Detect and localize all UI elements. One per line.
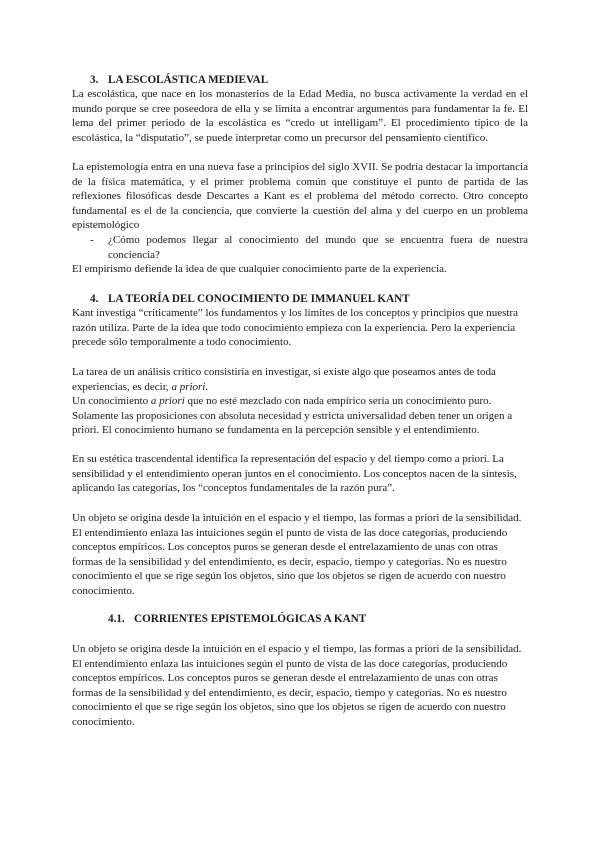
section-4-paragraph-2: [72, 365, 528, 394]
a-priori-emphasis: a priori: [150, 395, 185, 407]
section-3-bullet-item: [90, 233, 528, 263]
section-4-number: 4.: [90, 293, 99, 305]
section-3-title: LA ESCOLÁSTICA MEDIEVAL: [108, 74, 269, 86]
section-4-paragraph-3: [72, 394, 528, 438]
section-4-paragraph-5: Un objeto se origina desde la intuición en el espacio y el tiempo, las formas a priori de la sensibilidad. El entendimiento enlaza las intuiciones según el punto de vista de las doce categorías, produciendo conceptos empíricos. Los conceptos puros se generan desde el entrelazamiento de unas con otras formas de la sensibilidad y del entendimiento, es decir, espacio, tiempo y categorías. No es nuestro conocimiento el que se rige según los objetos, sino que los objetos se rigen de acuerdo con nuestro conocimiento.: [72, 512, 522, 597]
section-4-1-paragraph-1: Un objeto se origina desde la intuición en el espacio y el tiempo, las formas a priori de la sensibilidad. El entendimiento enlaza las intuiciones según el punto de vista de las doce categorías, produciendo conceptos empíricos. Los conceptos puros se generan desde el entrelazamiento de unas con otras formas de la sensibilidad y del entendimiento, es decir, espacio, tiempo y categorías. No es nuestro conocimiento el que se rige según los objetos, sino que los objetos se rigen de acuerdo con nuestro conocimiento.: [72, 643, 522, 728]
bullet-text: ¿Cómo podemos llegar al conocimiento del mundo que se encuentra fuera de nuestra conciencia?: [108, 234, 528, 261]
section-4-1-number: 4.1.: [108, 613, 125, 625]
section-3-paragraph-3: El empirismo defiende la idea de que cualquier conocimiento parte de la experiencia.: [72, 263, 447, 275]
section-3-paragraph-1: La escolástica, que nace en los monasterios de la Edad Media, no busca activamente la verdad en el mundo porque se cree poseedora de ella y se limita a encontrar argumentos para fundamentar la fe. El lema del primer periodo de la escolástica es “credo ut intelligam”. El procedimiento típico de la escolástica, la “disputatio”, se puede interpretar como un precursor del pensamiento científico.: [72, 88, 528, 144]
section-3-heading: [90, 73, 268, 88]
paragraph-3-text: que no esté mezclado con nada empírico sería un conocimiento puro. Solamente las proposiciones con absoluta necesidad y estricta universalidad deben tener un origen a priori. El conocimiento humano se fundamenta en la percepción sensible y el entendimiento.: [72, 395, 513, 437]
section-3-paragraph-2: La epistemología entra en una nueva fase a principios del siglo XVII. Se podría destacar la importancia de la física matemática, y el primer problema común que constituye el punto de partida de las reflexiones filosóficas desde Descartes a Kant es el problema del método correcto. Otro concepto fundamental es el de la conciencia, que convierte la cuestión del alma y del cuerpo en un problema epistemológico: [72, 161, 528, 232]
section-3-number: 3.: [90, 74, 99, 86]
a-priori-emphasis: a priori: [171, 380, 206, 393]
section-4-1-title: CORRIENTES EPISTEMOLÓGICAS A KANT: [134, 613, 367, 625]
paragraph-2-text: La tarea de un análisis crítico consistiría en investigar, si existe algo que poseamos antes de toda experiencias, es decir,: [72, 366, 496, 393]
bullet-dash: -: [90, 234, 94, 246]
paragraph-3-start: Un conocimiento: [72, 395, 151, 407]
paragraph-2-end: .: [205, 380, 209, 393]
section-4-paragraph-4: En su estética trascendental identifica la representación del espacio y del tiempo como a priori. La sensibilidad y el entendimiento operan juntos en el conocimiento. Los conceptos nacen de la síntesis, aplicando las categorías, los “conceptos fundamentales de la razón pura”.: [72, 453, 517, 495]
section-4-title: LA TEORÍA DEL CONOCIMIENTO DE IMMANUEL KANT: [108, 293, 410, 305]
section-4-1-heading: [108, 612, 366, 627]
section-4-paragraph-1: Kant investiga “críticamente” los fundamentos y los límites de los conceptos y principios que nuestra razón utiliza. Parte de la idea que todo conocimiento empieza con la experiencia. Pero la experiencia precede sólo temporalmente a todo conocimiento.: [72, 307, 518, 349]
section-4-heading: [90, 292, 410, 307]
